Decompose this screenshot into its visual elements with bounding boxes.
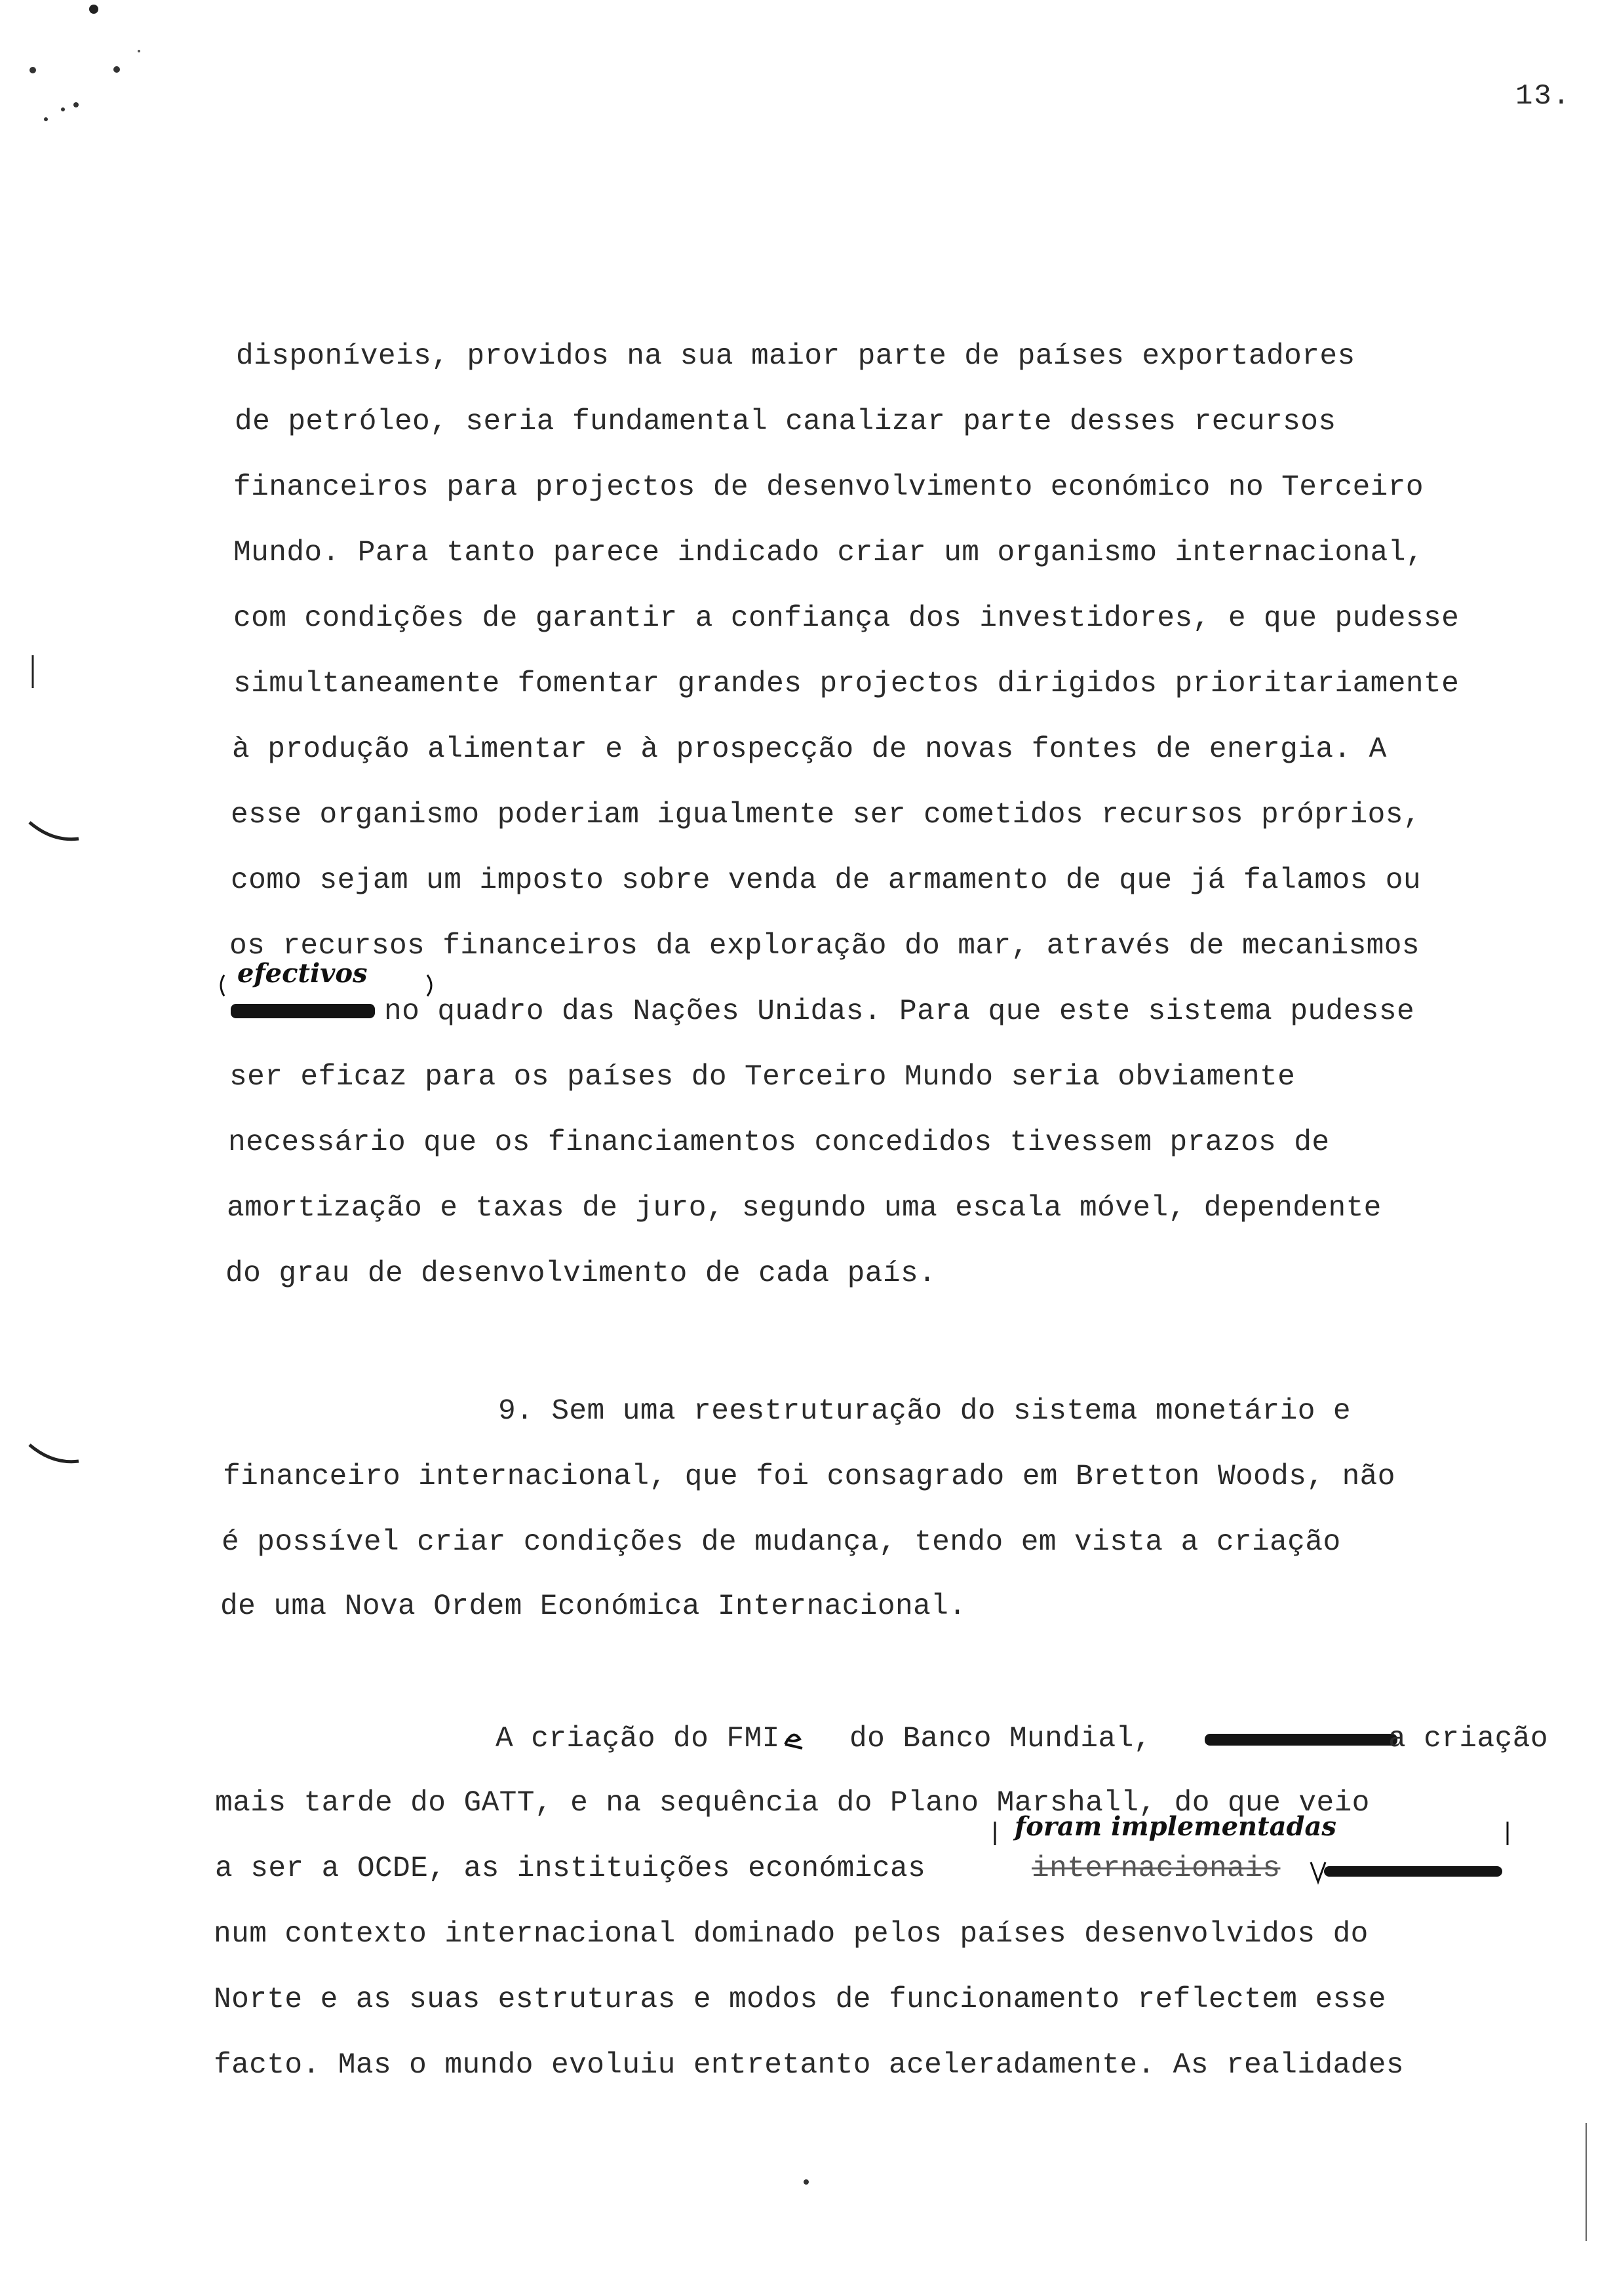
text-line: A criação do FMI bbox=[496, 1723, 780, 1755]
text-line: esse organismo poderiam igualmente ser cometidos recursos próprios, bbox=[231, 799, 1421, 832]
text-line: como sejam um imposto sobre venda de armamento de que já falamos ou bbox=[231, 864, 1421, 897]
page-number: 13. bbox=[1515, 80, 1572, 113]
crossed-out-word bbox=[1324, 1866, 1502, 1877]
right-edge-line bbox=[1580, 2123, 1593, 2296]
text-line: é possível criar condições de mudança, tendo em vista a criação bbox=[222, 1526, 1341, 1559]
text-line: Mundo. Para tanto parece indicado criar um organismo internacional, bbox=[233, 537, 1424, 569]
text-line: de uma Nova Ordem Económica Internacional. bbox=[220, 1590, 967, 1623]
margin-curve-mark bbox=[26, 816, 85, 849]
margin-curve-mark-2 bbox=[26, 1438, 85, 1471]
text-line: 9. Sem uma reestruturação do sistema monetário e bbox=[498, 1395, 1352, 1428]
text-line: num contexto internacional dominado pelos países desenvolvidos do bbox=[214, 1918, 1369, 1951]
text-line: amortização e taxas de juro, segundo uma escala móvel, dependente bbox=[227, 1192, 1382, 1225]
text-line: ser eficaz para os países do Terceiro Mundo seria obviamente bbox=[229, 1061, 1296, 1094]
struck-word: internacionais bbox=[1032, 1852, 1281, 1885]
text-line: de petróleo, seria fundamental canalizar parte desses recursos bbox=[235, 406, 1336, 438]
handwritten-insert: foram implementadas bbox=[1015, 1811, 1336, 1842]
text-line: do Banco Mundial, bbox=[849, 1723, 1152, 1755]
text-line: com condições de garantir a confiança dos investidores, e que pudesse bbox=[233, 602, 1460, 635]
text-line: necessário que os financiamentos concedidos tivessem prazos de bbox=[228, 1126, 1330, 1159]
insert-brackets bbox=[988, 1819, 1519, 1852]
speck bbox=[800, 2175, 813, 2189]
handwritten-e-mark bbox=[780, 1726, 806, 1752]
text-line: à produção alimentar e à prospecção de novas fontes de energia. A bbox=[232, 733, 1387, 766]
text-line: no quadro das Nações Unidas. Para que este sistema pudesse bbox=[384, 995, 1415, 1028]
text-line: a criação bbox=[1388, 1723, 1548, 1755]
text-line: disponíveis, providos na sua maior parte de países exportadores bbox=[236, 340, 1355, 373]
text-line: do grau de desenvolvimento de cada país. bbox=[225, 1257, 937, 1290]
margin-tick-mark bbox=[26, 652, 39, 691]
text-line: os recursos financeiros da exploração do mar, através de mecanismos bbox=[229, 930, 1420, 963]
text-line: Norte e as suas estruturas e modos de funcionamento reflectem esse bbox=[214, 1983, 1386, 2016]
crossed-out-word bbox=[231, 1004, 375, 1018]
text-line: financeiros para projectos de desenvolvimento económico no Terceiro bbox=[233, 471, 1424, 504]
crossed-out-word bbox=[1205, 1734, 1397, 1746]
text-line: simultaneamente fomentar grandes projectos dirigidos prioritariamente bbox=[233, 668, 1460, 700]
handwritten-insert: efectivos bbox=[237, 958, 368, 989]
text-line: a ser a OCDE, as instituições económicas bbox=[215, 1852, 926, 1885]
text-line: facto. Mas o mundo evoluiu entretanto aceleradamente. As realidades bbox=[214, 2049, 1404, 2082]
margin-specks bbox=[13, 0, 170, 131]
text-line: mais tarde do GATT, e na sequência do Plano Marshall, do que veio bbox=[215, 1787, 1370, 1820]
text-line: financeiro internacional, que foi consagrado em Bretton Woods, não bbox=[223, 1461, 1395, 1493]
